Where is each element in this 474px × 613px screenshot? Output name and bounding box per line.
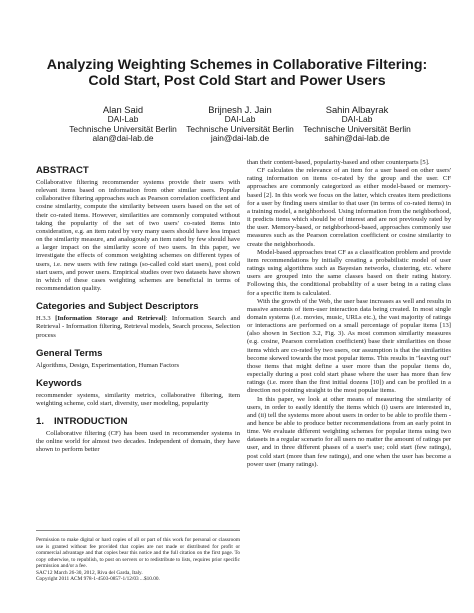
keywords-text: recommender systems, similarity metrics, collaborative filtering, item weighting scheme, cold start, diversity, user modeling, popularity [36,391,240,407]
author-jain [180,105,300,143]
introduction-text: Collaborative filtering (CF) has been used in recommender systems in the online world for almost two decades. Independent of domain, they have shown to perform better [36,430,240,454]
title-line-1: Analyzing Weighting Schemes in Collaborative Filtering: [46,57,428,73]
author-block [0,105,474,165]
author-email[interactable]: sahin@dai-lab.de [324,132,390,143]
author-institution: Technische Universität Berlin [303,123,411,134]
title-line-2: Cold Start, Post Cold Start and Power Users [88,73,386,89]
author-affiliation: DAI-Lab [224,114,256,125]
author-said [58,105,188,143]
keywords-heading: Keywords [36,377,82,389]
permission-notice [36,530,240,583]
body-paragraph: Model-based approaches treat CF as a classification problem and provide item recommendations by initially creating a probabilistic model of user ratings using algorithms such as Bayesian networks, clustering, etc. where users are grouped into the same classes based on their rating history. Following this, the conditional probability of a user being in a rating class for a specific item is calculated. [247,248,451,297]
categories-heading: Categories and Subject Descriptors [36,301,199,313]
paper-title [20,57,454,89]
author-name: Alan Said [102,104,144,115]
author-albayrak [292,105,422,143]
introduction-heading [36,416,240,427]
categories-bold: [Information Storage and Retrieval] [55,315,166,323]
author-name: Sahin Albayrak [325,104,389,115]
abstract-heading: ABSTRACT [36,165,89,176]
left-column [36,165,240,455]
right-column [247,159,451,469]
author-affiliation: DAI-Lab [107,114,139,125]
section-title: INTRODUCTION [54,416,128,428]
body-paragraph: In this paper, we look at other means of measuring the similarity of users, in order to easily identify the items which (i) users are interested in, and (ii) tell the systems more about users in order to be able to profile them - and hence be able to produce better recommendations from an early point in time. We evaluate different weighting schemes for popular items using two datasets in a regular scenario for all users no matter the amount of ratings per user, and in three different phases of a user's use; cold start (few ratings), post cold start (more than few ratings), and one when the user has become a power user (many ratings). [247,395,451,468]
section-number: 1. [36,416,45,428]
author-institution: Technische Universität Berlin [69,123,177,134]
body-paragraph: than their content-based, popularity-based and other counterparts [5]. [247,159,430,166]
permission-text: Permission to make digital or hard copies of all or part of this work for personal or classroom use is granted without fee provided that copies are not made or distributed for profit or commercial advantage and that copies bear this notice and the full citation on the first page. To copy otherwise, to republish, to post on servers or to redistribute to lists, requires prior specific permission and/or a fee. [36,537,240,569]
author-affiliation: DAI-Lab [341,114,373,125]
general-terms-text: Algorithms, Design, Experimentation, Human Factors [36,361,180,369]
categories-text [36,315,240,339]
author-email[interactable]: jain@dai-lab.de [210,132,270,143]
author-institution: Technische Universität Berlin [186,123,294,134]
body-paragraph: CF calculates the relevance of an item for a user based on other users' rating information on items co-rated by the group and the user. CF approaches are commonly categorized as either model-based or memory-based [2]. In this work we focus on the latter, which creates item predictions for a user by finding users similar to that user (in terms of co-rated items) in a training model, a neighborhood. Using information from the neighborhood, it predicts items which should be of interest and are not previously rated by the user. Memory-based, or neighborhood-based, approaches commonly use measures such as the Pearson correlation coefficient or cosine similarity to create the neighborhoods. [247,167,451,248]
categories-code: H.3.3 [36,315,56,323]
copyright-text: Copyright 2011 ACM 978-1-4503-0857-1/12/03 ...$10.00. [36,576,160,582]
abstract-text: Collaborative filtering recommender systems provide their users with relevant items based on information from other similar users. Popular collaborative filtering approaches such as Pearson correlation coefficient and cosine similarity, compute the similarity between users based on the set of their co-rated items. However, similarities are commonly computed without taking the popularity of the set of two users' co-rated items into consideration, e.g. an item rated by very many users should have less impact on the similarity measure, and analogously an item rated by few should have a larger impact on the similarity score of two users. In this paper, we investigate the effects of common weighting schemes on different types of users, i.e. new users with few ratings (so-called cold start users), post cold start users, and power users. Empirical studies over two datasets have shown in which of these cases weighting schemes are beneficial in terms of recommendation quality. [36,179,240,293]
categories-rest: : Information Search and Retrieval - Information filtering, Retrieval models, Search process, Selection process [36,315,240,339]
venue-text: SAC'12 March 26-30, 2012, Riva del Garda, Italy. [36,569,143,576]
general-terms-heading: General Terms [36,347,103,359]
author-email[interactable]: alan@dai-lab.de [92,132,154,143]
author-name: Brijnesh J. Jain [208,104,272,115]
body-paragraph: With the growth of the Web, the user base increases as well and results in massive amounts of item-user interaction data being created. In most single domain systems (i.e. movies, music, URLs etc.), the vast majority of ratings or interactions are performed on a small percentage of popular items [13] (also shown in Section 3.2, Fig. 3). As most common similarity measures (e.g. cosine, Pearson correlation coefficient) base their similarities on those items which are co-rated by two users, our assumption is that the similarities become skewed towards the most popular items. This results in "leaving out" those items that might define a user more than the popular items do, especially during a post cold start phase where the user has more than few ratings (i.e. more than the first initial dozens [10]) and can be profiled in a direction not pointing straight to the most popular items. [247,297,451,395]
